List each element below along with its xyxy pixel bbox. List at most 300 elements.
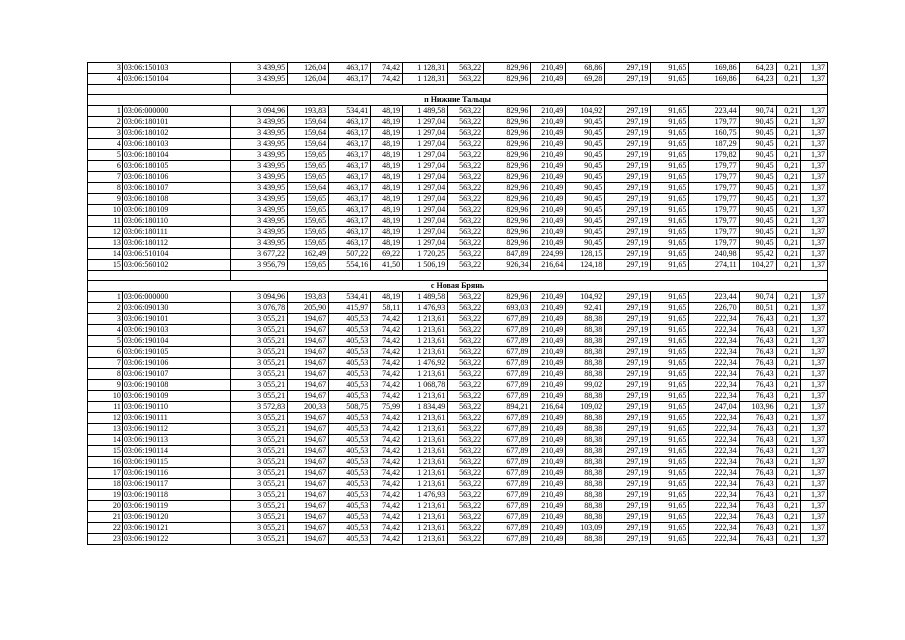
value-cell: 534,41 xyxy=(329,292,371,303)
value-cell: 222,34 xyxy=(689,490,739,501)
value-cell: 3 055,21 xyxy=(230,457,287,468)
value-cell: 829,96 xyxy=(484,194,531,205)
value-cell: 194,67 xyxy=(288,380,329,391)
value-cell: 1,37 xyxy=(801,172,828,183)
value-cell: 159,65 xyxy=(288,172,329,183)
value-cell: 563,22 xyxy=(448,402,484,413)
row-number: 12 xyxy=(88,413,123,424)
value-cell: 297,19 xyxy=(605,238,651,249)
value-cell: 91,65 xyxy=(651,128,689,139)
value-cell: 88,38 xyxy=(566,534,605,545)
spacer-cell xyxy=(88,85,231,95)
value-cell: 0,21 xyxy=(776,325,801,336)
value-cell: 179,77 xyxy=(689,238,739,249)
row-number: 22 xyxy=(88,523,123,534)
value-cell: 193,83 xyxy=(288,292,329,303)
value-cell: 463,17 xyxy=(329,139,371,150)
value-cell: 1 834,49 xyxy=(403,402,448,413)
row-number: 8 xyxy=(88,183,123,194)
value-cell: 677,89 xyxy=(484,435,531,446)
value-cell: 563,22 xyxy=(448,446,484,457)
table-body xyxy=(88,63,828,545)
value-cell: 563,22 xyxy=(448,501,484,512)
value-cell: 90,45 xyxy=(739,205,776,216)
spacer-cell xyxy=(230,271,827,281)
value-cell: 297,19 xyxy=(605,446,651,457)
value-cell: 563,22 xyxy=(448,238,484,249)
value-cell: 829,96 xyxy=(484,172,531,183)
value-cell: 88,38 xyxy=(566,446,605,457)
value-cell: 124,18 xyxy=(566,260,605,271)
value-cell: 1 213,61 xyxy=(403,534,448,545)
value-cell: 194,67 xyxy=(288,369,329,380)
row-number: 14 xyxy=(88,435,123,446)
value-cell: 463,17 xyxy=(329,150,371,161)
value-cell: 0,21 xyxy=(776,479,801,490)
table-row xyxy=(88,501,828,512)
value-cell: 99,02 xyxy=(566,380,605,391)
value-cell: 88,38 xyxy=(566,369,605,380)
value-cell: 0,21 xyxy=(776,413,801,424)
value-cell: 3 055,21 xyxy=(230,369,287,380)
value-cell: 1,37 xyxy=(801,150,828,161)
value-cell: 91,65 xyxy=(651,413,689,424)
value-cell: 1 297,04 xyxy=(403,227,448,238)
value-cell: 1 068,78 xyxy=(403,380,448,391)
value-cell: 3 677,22 xyxy=(230,249,287,260)
value-cell: 159,64 xyxy=(288,117,329,128)
value-cell: 48,19 xyxy=(371,183,403,194)
value-cell: 297,19 xyxy=(605,523,651,534)
value-cell: 194,67 xyxy=(288,479,329,490)
value-cell: 222,34 xyxy=(689,446,739,457)
section-title-row xyxy=(88,281,828,292)
value-cell: 222,34 xyxy=(689,534,739,545)
table-row xyxy=(88,457,828,468)
value-cell: 90,45 xyxy=(739,183,776,194)
value-cell: 1,37 xyxy=(801,194,828,205)
value-cell: 563,22 xyxy=(448,534,484,545)
value-cell: 677,89 xyxy=(484,380,531,391)
value-cell: 90,45 xyxy=(566,216,605,227)
table-row xyxy=(88,216,828,227)
row-number: 4 xyxy=(88,74,123,85)
value-cell: 222,34 xyxy=(689,468,739,479)
value-cell: 1,37 xyxy=(801,128,828,139)
value-cell: 0,21 xyxy=(776,216,801,227)
value-cell: 1,37 xyxy=(801,106,828,117)
value-cell: 563,22 xyxy=(448,172,484,183)
value-cell: 222,34 xyxy=(689,380,739,391)
value-cell: 210,49 xyxy=(531,512,566,523)
value-cell: 91,65 xyxy=(651,479,689,490)
cadastral-code: 03:06:180109 xyxy=(122,205,230,216)
value-cell: 1,37 xyxy=(801,523,828,534)
value-cell: 91,65 xyxy=(651,117,689,128)
value-cell: 222,34 xyxy=(689,424,739,435)
value-cell: 90,45 xyxy=(739,117,776,128)
value-cell: 88,38 xyxy=(566,468,605,479)
value-cell: 0,21 xyxy=(776,380,801,391)
cadastral-code: 03:06:180108 xyxy=(122,194,230,205)
cadastral-code: 03:06:190113 xyxy=(122,435,230,446)
value-cell: 1,37 xyxy=(801,446,828,457)
value-cell: 297,19 xyxy=(605,380,651,391)
value-cell: 159,65 xyxy=(288,161,329,172)
value-cell: 829,96 xyxy=(484,216,531,227)
value-cell: 677,89 xyxy=(484,391,531,402)
value-cell: 405,53 xyxy=(329,369,371,380)
value-cell: 210,49 xyxy=(531,523,566,534)
value-cell: 210,49 xyxy=(531,106,566,117)
value-cell: 91,65 xyxy=(651,227,689,238)
cadastral-code: 03:06:190114 xyxy=(122,446,230,457)
value-cell: 1,37 xyxy=(801,347,828,358)
value-cell: 210,49 xyxy=(531,490,566,501)
value-cell: 829,96 xyxy=(484,161,531,172)
value-cell: 297,19 xyxy=(605,369,651,380)
value-cell: 3 055,21 xyxy=(230,435,287,446)
value-cell: 1,37 xyxy=(801,358,828,369)
value-cell: 563,22 xyxy=(448,216,484,227)
spacer-cell xyxy=(88,271,231,281)
value-cell: 0,21 xyxy=(776,249,801,260)
value-cell: 91,65 xyxy=(651,358,689,369)
value-cell: 0,21 xyxy=(776,139,801,150)
value-cell: 3 439,95 xyxy=(230,194,287,205)
value-cell: 415,97 xyxy=(329,303,371,314)
value-cell: 1 213,61 xyxy=(403,457,448,468)
value-cell: 222,34 xyxy=(689,501,739,512)
value-cell: 1,37 xyxy=(801,183,828,194)
value-cell: 1,37 xyxy=(801,249,828,260)
value-cell: 3 439,95 xyxy=(230,216,287,227)
value-cell: 0,21 xyxy=(776,512,801,523)
table-row xyxy=(88,117,828,128)
table-row xyxy=(88,347,828,358)
value-cell: 103,96 xyxy=(739,402,776,413)
value-cell: 194,67 xyxy=(288,457,329,468)
value-cell: 179,77 xyxy=(689,117,739,128)
value-cell: 405,53 xyxy=(329,501,371,512)
value-cell: 297,19 xyxy=(605,63,651,74)
value-cell: 74,42 xyxy=(371,424,403,435)
value-cell: 160,75 xyxy=(689,128,739,139)
value-cell: 463,17 xyxy=(329,216,371,227)
value-cell: 563,22 xyxy=(448,380,484,391)
value-cell: 193,83 xyxy=(288,106,329,117)
cadastral-code: 03:06:190110 xyxy=(122,402,230,413)
table-row xyxy=(88,292,828,303)
value-cell: 405,53 xyxy=(329,534,371,545)
cadastral-code: 03:06:150103 xyxy=(122,63,230,74)
value-cell: 0,21 xyxy=(776,347,801,358)
value-cell: 194,67 xyxy=(288,446,329,457)
value-cell: 48,19 xyxy=(371,150,403,161)
value-cell: 297,19 xyxy=(605,150,651,161)
row-number: 21 xyxy=(88,512,123,523)
value-cell: 74,42 xyxy=(371,490,403,501)
value-cell: 210,49 xyxy=(531,347,566,358)
value-cell: 1,37 xyxy=(801,161,828,172)
section-title: с Новая Брянь xyxy=(88,281,828,292)
value-cell: 563,22 xyxy=(448,523,484,534)
value-cell: 829,96 xyxy=(484,128,531,139)
value-cell: 194,67 xyxy=(288,358,329,369)
value-cell: 0,21 xyxy=(776,534,801,545)
value-cell: 104,92 xyxy=(566,106,605,117)
value-cell: 91,65 xyxy=(651,424,689,435)
value-cell: 159,64 xyxy=(288,128,329,139)
value-cell: 91,65 xyxy=(651,194,689,205)
row-number: 9 xyxy=(88,380,123,391)
value-cell: 74,42 xyxy=(371,512,403,523)
value-cell: 405,53 xyxy=(329,523,371,534)
value-cell: 0,21 xyxy=(776,424,801,435)
value-cell: 74,42 xyxy=(371,325,403,336)
value-cell: 405,53 xyxy=(329,380,371,391)
value-cell: 1 297,04 xyxy=(403,117,448,128)
cadastral-code: 03:06:190119 xyxy=(122,501,230,512)
value-cell: 91,65 xyxy=(651,468,689,479)
value-cell: 91,65 xyxy=(651,402,689,413)
value-cell: 76,43 xyxy=(739,523,776,534)
value-cell: 463,17 xyxy=(329,63,371,74)
table-row xyxy=(88,303,828,314)
value-cell: 91,65 xyxy=(651,63,689,74)
value-cell: 179,77 xyxy=(689,161,739,172)
value-cell: 90,45 xyxy=(739,238,776,249)
value-cell: 0,21 xyxy=(776,74,801,85)
value-cell: 1 213,61 xyxy=(403,523,448,534)
value-cell: 563,22 xyxy=(448,336,484,347)
value-cell: 1 213,61 xyxy=(403,512,448,523)
value-cell: 297,19 xyxy=(605,128,651,139)
cadastral-code: 03:06:190116 xyxy=(122,468,230,479)
value-cell: 80,51 xyxy=(739,303,776,314)
value-cell: 507,22 xyxy=(329,249,371,260)
cadastral-code: 03:06:180101 xyxy=(122,117,230,128)
value-cell: 563,22 xyxy=(448,303,484,314)
value-cell: 1,37 xyxy=(801,369,828,380)
value-cell: 74,42 xyxy=(371,74,403,85)
row-number: 1 xyxy=(88,292,123,303)
value-cell: 224,99 xyxy=(531,249,566,260)
value-cell: 1 476,93 xyxy=(403,490,448,501)
value-cell: 829,96 xyxy=(484,106,531,117)
row-number: 8 xyxy=(88,369,123,380)
value-cell: 41,50 xyxy=(371,260,403,271)
cadastral-code: 03:06:180111 xyxy=(122,227,230,238)
table-row xyxy=(88,523,828,534)
value-cell: 847,89 xyxy=(484,249,531,260)
value-cell: 563,22 xyxy=(448,161,484,172)
value-cell: 91,65 xyxy=(651,303,689,314)
value-cell: 297,19 xyxy=(605,314,651,325)
value-cell: 210,49 xyxy=(531,150,566,161)
value-cell: 3 439,95 xyxy=(230,238,287,249)
value-cell: 91,65 xyxy=(651,369,689,380)
table-row xyxy=(88,424,828,435)
value-cell: 91,65 xyxy=(651,512,689,523)
value-cell: 91,65 xyxy=(651,490,689,501)
row-number: 16 xyxy=(88,457,123,468)
value-cell: 3 055,21 xyxy=(230,534,287,545)
value-cell: 210,49 xyxy=(531,435,566,446)
value-cell: 0,21 xyxy=(776,391,801,402)
value-cell: 210,49 xyxy=(531,413,566,424)
value-cell: 1 506,19 xyxy=(403,260,448,271)
value-cell: 69,22 xyxy=(371,249,403,260)
value-cell: 1 128,31 xyxy=(403,63,448,74)
value-cell: 508,75 xyxy=(329,402,371,413)
value-cell: 76,43 xyxy=(739,457,776,468)
value-cell: 205,90 xyxy=(288,303,329,314)
value-cell: 554,16 xyxy=(329,260,371,271)
value-cell: 563,22 xyxy=(448,325,484,336)
value-cell: 187,29 xyxy=(689,139,739,150)
value-cell: 829,96 xyxy=(484,139,531,150)
value-cell: 210,49 xyxy=(531,501,566,512)
value-cell: 677,89 xyxy=(484,413,531,424)
value-cell: 76,43 xyxy=(739,347,776,358)
spacer-row xyxy=(88,271,828,281)
value-cell: 1,37 xyxy=(801,260,828,271)
value-cell: 179,82 xyxy=(689,150,739,161)
value-cell: 0,21 xyxy=(776,314,801,325)
value-cell: 74,42 xyxy=(371,358,403,369)
value-cell: 74,42 xyxy=(371,314,403,325)
value-cell: 91,65 xyxy=(651,183,689,194)
value-cell: 563,22 xyxy=(448,205,484,216)
value-cell: 563,22 xyxy=(448,292,484,303)
value-cell: 297,19 xyxy=(605,413,651,424)
value-cell: 3 572,83 xyxy=(230,402,287,413)
table-row xyxy=(88,238,828,249)
value-cell: 90,45 xyxy=(566,172,605,183)
value-cell: 829,96 xyxy=(484,150,531,161)
value-cell: 405,53 xyxy=(329,424,371,435)
value-cell: 76,43 xyxy=(739,479,776,490)
value-cell: 48,19 xyxy=(371,161,403,172)
value-cell: 74,42 xyxy=(371,336,403,347)
value-cell: 463,17 xyxy=(329,238,371,249)
table-row xyxy=(88,205,828,216)
value-cell: 91,65 xyxy=(651,106,689,117)
row-number: 4 xyxy=(88,325,123,336)
value-cell: 210,49 xyxy=(531,314,566,325)
value-cell: 240,98 xyxy=(689,249,739,260)
value-cell: 405,53 xyxy=(329,479,371,490)
table-row xyxy=(88,446,828,457)
table-row xyxy=(88,314,828,325)
value-cell: 222,34 xyxy=(689,358,739,369)
value-cell: 563,22 xyxy=(448,260,484,271)
value-cell: 3 055,21 xyxy=(230,523,287,534)
value-cell: 1,37 xyxy=(801,303,828,314)
value-cell: 90,45 xyxy=(566,150,605,161)
value-cell: 90,74 xyxy=(739,106,776,117)
value-cell: 76,43 xyxy=(739,369,776,380)
value-cell: 48,19 xyxy=(371,139,403,150)
value-cell: 463,17 xyxy=(329,194,371,205)
value-cell: 1,37 xyxy=(801,216,828,227)
value-cell: 3 094,96 xyxy=(230,292,287,303)
table-row xyxy=(88,479,828,490)
value-cell: 3 439,95 xyxy=(230,183,287,194)
value-cell: 74,42 xyxy=(371,369,403,380)
table-row xyxy=(88,358,828,369)
value-cell: 3 439,95 xyxy=(230,139,287,150)
value-cell: 829,96 xyxy=(484,74,531,85)
value-cell: 210,49 xyxy=(531,238,566,249)
cadastral-code: 03:06:000000 xyxy=(122,106,230,117)
value-cell: 1 297,04 xyxy=(403,205,448,216)
value-cell: 297,19 xyxy=(605,183,651,194)
cadastral-code: 03:06:190118 xyxy=(122,490,230,501)
value-cell: 210,49 xyxy=(531,534,566,545)
value-cell: 1 213,61 xyxy=(403,369,448,380)
value-cell: 74,42 xyxy=(371,468,403,479)
value-cell: 159,65 xyxy=(288,260,329,271)
value-cell: 90,45 xyxy=(566,117,605,128)
value-cell: 210,49 xyxy=(531,380,566,391)
value-cell: 463,17 xyxy=(329,128,371,139)
value-cell: 90,45 xyxy=(566,194,605,205)
value-cell: 76,43 xyxy=(739,413,776,424)
value-cell: 1 297,04 xyxy=(403,216,448,227)
row-number: 2 xyxy=(88,117,123,128)
value-cell: 3 055,21 xyxy=(230,424,287,435)
value-cell: 1,37 xyxy=(801,117,828,128)
table-row xyxy=(88,325,828,336)
table-row xyxy=(88,512,828,523)
value-cell: 563,22 xyxy=(448,424,484,435)
value-cell: 90,45 xyxy=(739,216,776,227)
value-cell: 677,89 xyxy=(484,358,531,369)
value-cell: 48,19 xyxy=(371,128,403,139)
value-cell: 0,21 xyxy=(776,468,801,479)
value-cell: 1,37 xyxy=(801,435,828,446)
value-cell: 91,65 xyxy=(651,523,689,534)
value-cell: 405,53 xyxy=(329,347,371,358)
value-cell: 88,38 xyxy=(566,501,605,512)
table-row xyxy=(88,183,828,194)
value-cell: 88,38 xyxy=(566,325,605,336)
value-cell: 677,89 xyxy=(484,501,531,512)
value-cell: 1 489,58 xyxy=(403,292,448,303)
value-cell: 159,65 xyxy=(288,150,329,161)
cadastral-code: 03:06:190111 xyxy=(122,413,230,424)
value-cell: 222,34 xyxy=(689,523,739,534)
value-cell: 1,37 xyxy=(801,63,828,74)
value-cell: 0,21 xyxy=(776,238,801,249)
value-cell: 3 439,95 xyxy=(230,150,287,161)
value-cell: 563,22 xyxy=(448,128,484,139)
cadastral-code: 03:06:190117 xyxy=(122,479,230,490)
value-cell: 91,65 xyxy=(651,260,689,271)
value-cell: 0,21 xyxy=(776,457,801,468)
value-cell: 91,65 xyxy=(651,391,689,402)
value-cell: 0,21 xyxy=(776,205,801,216)
value-cell: 563,22 xyxy=(448,139,484,150)
value-cell: 297,19 xyxy=(605,161,651,172)
value-cell: 563,22 xyxy=(448,150,484,161)
value-cell: 1,37 xyxy=(801,205,828,216)
value-cell: 563,22 xyxy=(448,314,484,325)
table-row xyxy=(88,106,828,117)
value-cell: 1,37 xyxy=(801,479,828,490)
